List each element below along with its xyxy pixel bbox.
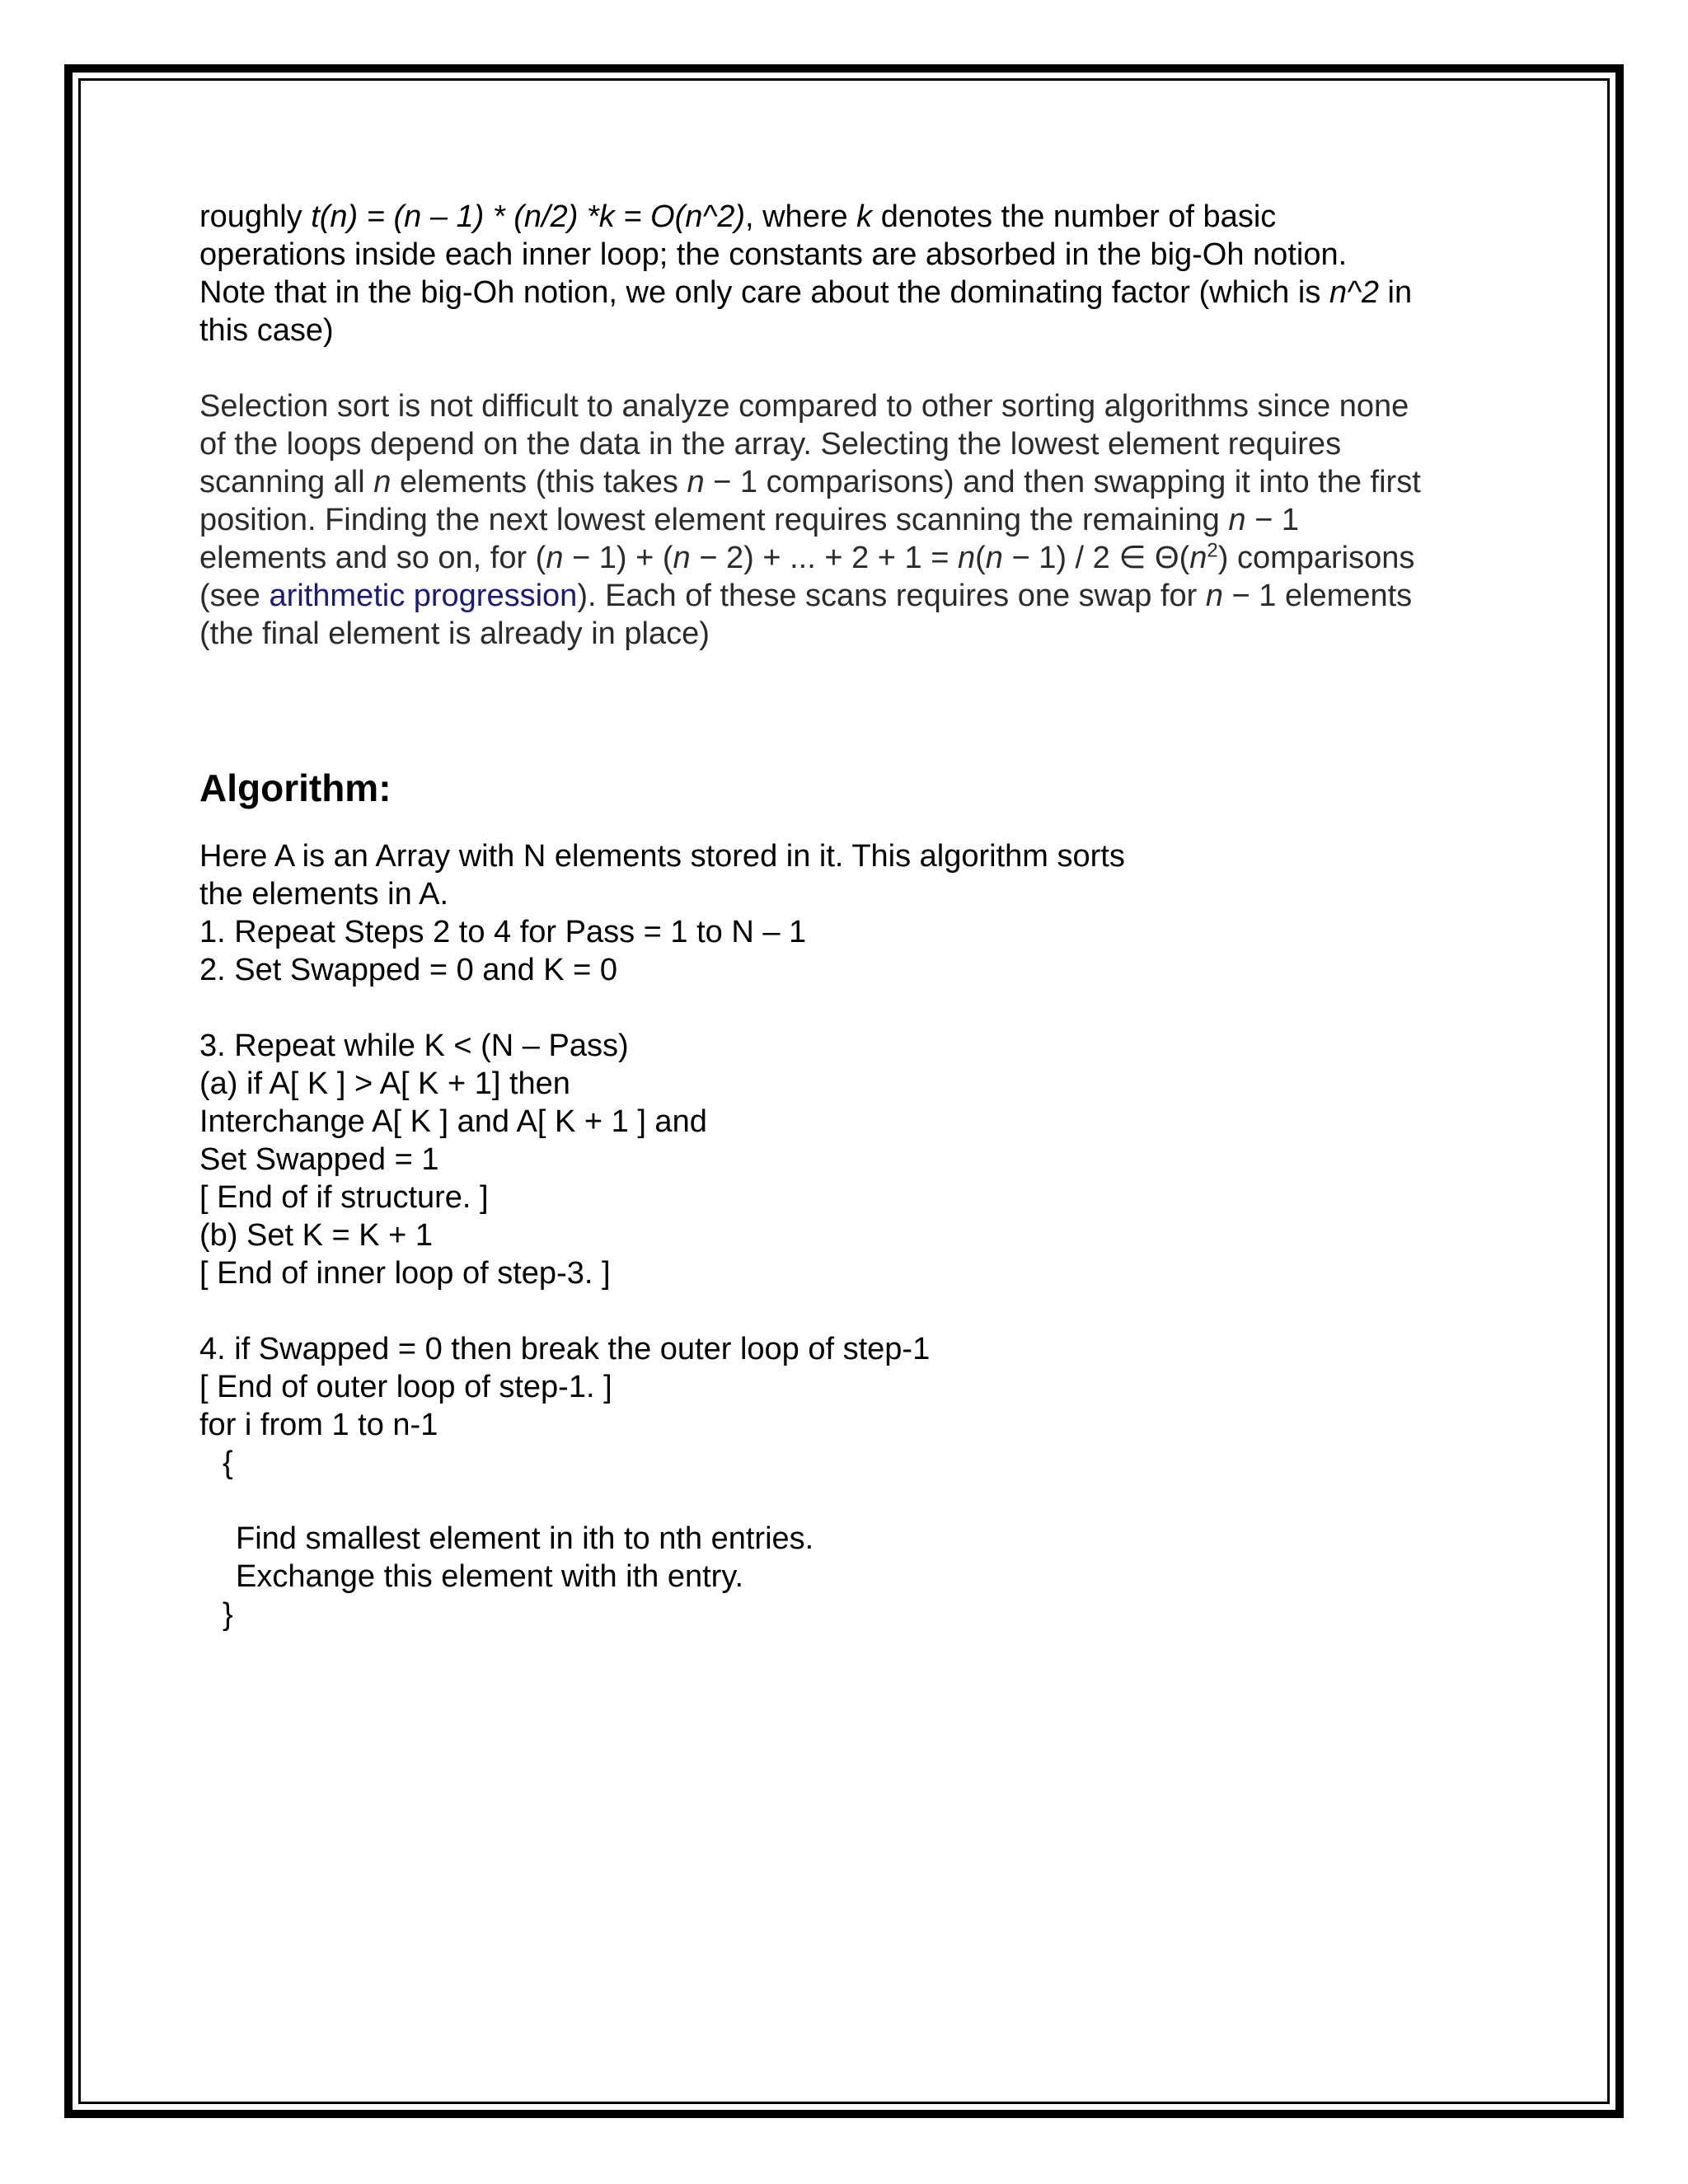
text-run: roughly [199,199,312,234]
algorithm-step: 3. Repeat while K < (N – Pass) [199,1029,629,1063]
formula-text: t(n) = (n – 1) * (n/2) *k = O(n^2) [311,199,745,234]
algorithm-step: (a) if A[ K ] > A[ K + 1] then [199,1066,570,1101]
algorithm-step: [ End of inner loop of step-3. ] [199,1256,611,1291]
variable-text: n [373,465,392,499]
spacer [199,1482,1502,1520]
text-line [199,463,1502,501]
variable-text: n [985,541,1003,575]
arithmetic-progression-link[interactable]: arithmetic progression [269,579,578,613]
text-run: − 1 elements [1222,579,1413,613]
spacer [199,813,1502,837]
complexity-paragraph [199,198,1502,349]
algorithm-step: Set Swapped = 1 [199,1142,439,1177]
text-run: − 2) + ... + 2 + 1 = [690,541,958,575]
document-body [199,198,1502,1633]
pseudocode-line: { [223,1446,233,1480]
algorithm-step: [ End of if structure. ] [199,1180,489,1215]
text-line: this case) [199,313,334,348]
text-run: − 1) / 2 ∈ Θ( [1002,541,1190,575]
text-run: − 1 comparisons) and then swapping it into the first [704,465,1421,499]
text-run: scanning all [199,465,374,499]
variable-text: n [1205,579,1223,613]
variable-text: n [1189,541,1207,575]
text-line [199,577,1502,615]
text-run: in [1379,275,1413,310]
variable-text: n [687,465,705,499]
spacer [199,989,1502,1027]
pseudocode-line: Exchange this element with ith entry. [236,1559,744,1594]
text-line: Here A is an Array with N elements stored in it. This algorithm sorts [199,839,1125,874]
text-line: operations inside each inner loop; the constants are absorbed in the big-Oh notion. [199,237,1348,272]
algorithm-step: Interchange A[ K ] and A[ K + 1 ] and [199,1104,707,1139]
variable-text: k [856,199,873,234]
spacer [199,349,1502,387]
variable-text: n [673,541,691,575]
selection-sort-paragraph [199,387,1502,653]
text-line: (the final element is already in place) [199,616,710,651]
algorithm-step: 4. if Swapped = 0 then break the outer loop of step-1 [199,1332,931,1366]
text-run: ). Each of these scans requires one swap for [577,579,1206,613]
text-line [199,501,1502,539]
text-line [199,539,1502,577]
text-run: denotes the number of basic [872,199,1277,234]
spacer [199,653,1502,763]
text-run: (see [199,579,270,613]
text-line [199,198,1502,236]
text-line: of the loops depend on the data in the array. Selecting the lowest element requires [199,427,1342,462]
pseudocode-line: Find smallest element in ith to nth entries. [236,1521,814,1556]
text-run: − 1 [1245,503,1299,537]
text-run: elements (this takes [391,465,687,499]
text-run: , where [745,199,857,234]
exponent-text: 2 [1207,539,1218,562]
variable-text: n [1228,503,1246,537]
text-run: ) comparisons [1217,541,1415,575]
spacer [199,1292,1502,1330]
text-run: elements and so on, for ( [199,541,546,575]
variable-text: n [957,541,976,575]
text-run: − 1) + ( [563,541,673,575]
algorithm-body [199,837,1502,1633]
algorithm-step: 2. Set Swapped = 0 and K = 0 [199,953,618,987]
pseudocode-line: for i from 1 to n-1 [199,1408,438,1442]
text-line: the elements in A. [199,877,449,912]
algorithm-step: 1. Repeat Steps 2 to 4 for Pass = 1 to N – 1 [199,915,807,949]
algorithm-heading: Algorithm: [199,766,392,809]
text-run: ( [975,541,986,575]
text-run: position. Finding the next lowest element requires scanning the remaining [199,503,1229,537]
algorithm-step: [ End of outer loop of step-1. ] [199,1370,612,1404]
variable-text: n^2 [1329,275,1379,310]
text-line [199,274,1502,312]
algorithm-step: (b) Set K = K + 1 [199,1218,434,1253]
text-line: Selection sort is not difficult to analyze compared to other sorting algorithms since none [199,389,1409,424]
variable-text: n [546,541,564,575]
text-run: Note that in the big-Oh notion, we only care about the dominating factor (which is [199,275,1329,310]
pseudocode-line: } [223,1597,233,1632]
